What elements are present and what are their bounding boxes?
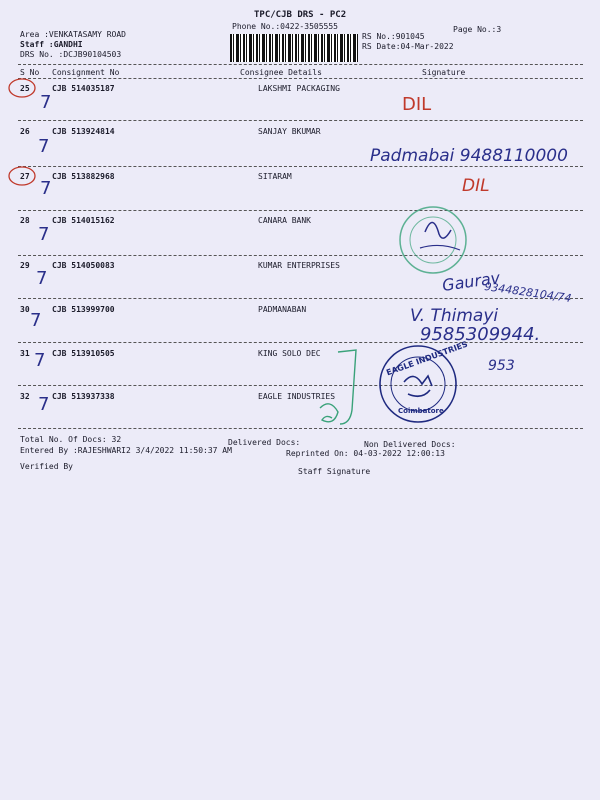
- column-header-consignment: Consignment No: [52, 68, 120, 77]
- tick-mark: 7: [38, 224, 50, 245]
- verified-by: Verified By: [20, 462, 73, 471]
- row-consignee: KING SOLO DEC: [258, 349, 321, 358]
- row-sno: 28: [20, 216, 30, 225]
- total-docs: Total No. Of Docs: 32: [20, 435, 122, 444]
- handwritten-padmabai: Padmabai 9488110000: [370, 146, 568, 166]
- row-consignment: CJB 513882968: [52, 172, 115, 181]
- column-header-signature: Signature: [422, 68, 466, 77]
- handwritten-953: 953: [488, 358, 515, 374]
- tick-mark: 7: [38, 136, 50, 157]
- staff-label: Staff :GANDHI: [20, 40, 83, 49]
- stamp-text-coimbatore: Coimbatore: [398, 407, 444, 415]
- page-number: Page No.:3: [453, 25, 502, 34]
- row-consignee: PADMANABAN: [258, 305, 307, 314]
- row-consignment: CJB 514035187: [52, 84, 115, 93]
- handwritten-dl-2: DIL: [462, 176, 490, 196]
- row-consignee: SITARAM: [258, 172, 292, 181]
- phone-number: Phone No.:0422-3505555: [232, 22, 338, 31]
- row-consignee: LAKSHMI PACKAGING: [258, 84, 340, 93]
- staff-signature: Staff Signature: [298, 467, 371, 476]
- row-sno: 30: [20, 305, 30, 314]
- tick-mark: 7: [40, 92, 52, 113]
- delivered-docs: Delivered Docs:: [228, 438, 301, 447]
- tick-mark: 7: [36, 268, 48, 289]
- row-consignment: CJB 513910505: [52, 349, 115, 358]
- area-label: Area :VENKATASAMY ROAD: [20, 30, 126, 39]
- column-header-consignee: Consignee Details: [240, 68, 322, 77]
- row-consignment: CJB 514050083: [52, 261, 115, 270]
- non-delivered-docs: Non Delivered Docs:: [364, 440, 456, 449]
- handwritten-v-name: V. Thimayi: [410, 306, 499, 326]
- row-consignee: SANJAY BKUMAR: [258, 127, 321, 136]
- tick-mark: 7: [38, 394, 50, 415]
- row-sno: 26: [20, 127, 30, 136]
- row-consignee: EAGLE INDUSTRIES: [258, 392, 336, 401]
- stamp-text-eagle: EAGLE INDUSTRIES: [385, 339, 469, 378]
- entered-by: Entered By :RAJESHWARI2 3/4/2022 11:50:37 AM: [20, 446, 232, 455]
- tick-mark: 7: [34, 350, 46, 371]
- document-title: TPC/CJB DRS - PC2: [254, 10, 347, 20]
- drs-number: DRS No. :DCJB90104503: [20, 50, 122, 59]
- row-consignee: CANARA BANK: [258, 216, 311, 225]
- handwritten-phone-1: 9344828104/74: [483, 279, 573, 306]
- column-header-sno: S No: [20, 68, 40, 77]
- row-consignment: CJB 514015162: [52, 216, 115, 225]
- rs-date: RS Date:04-Mar-2022: [362, 42, 454, 51]
- row-sno: 32: [20, 392, 30, 401]
- row-sno: 29: [20, 261, 30, 270]
- rs-number: RS No.:901045: [362, 32, 425, 41]
- row-sno: 25: [20, 84, 30, 93]
- tick-mark: 7: [40, 178, 52, 199]
- row-sno: 31: [20, 349, 30, 358]
- row-consignment: CJB 513937338: [52, 392, 115, 401]
- row-consignment: CJB 513999700: [52, 305, 115, 314]
- reprinted-on: Reprinted On: 04-03-2022 12:00:13: [286, 449, 445, 458]
- handwritten-dl-1: DIL: [402, 94, 432, 115]
- row-consignee: KUMAR ENTERPRISES: [258, 261, 340, 270]
- handwritten-gaurav: Gaurav: [440, 268, 502, 295]
- row-consignment: CJB 513924814: [52, 127, 115, 136]
- handwritten-phone-2: 9585309944.: [420, 324, 541, 345]
- tick-mark: 7: [30, 310, 42, 331]
- row-sno: 27: [20, 172, 30, 181]
